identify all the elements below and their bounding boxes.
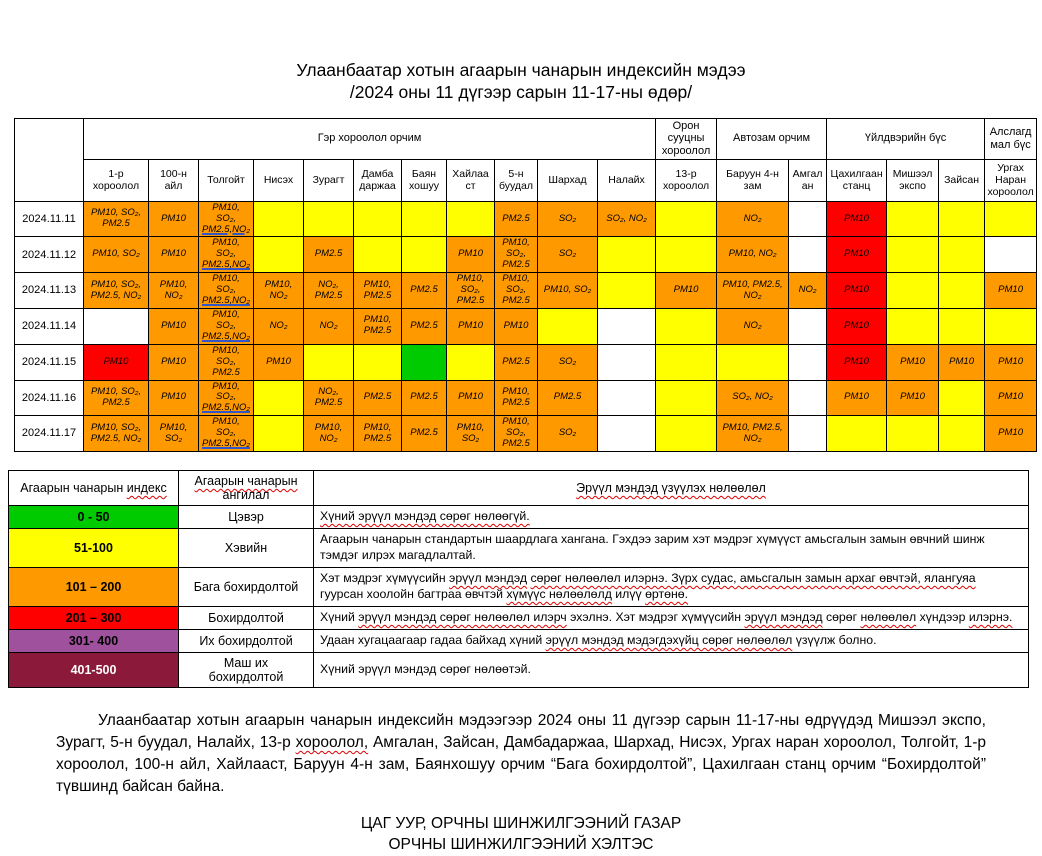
aqi-cell: PM10 <box>149 201 199 237</box>
grammar-underlined-text: PM2.5,NO₂ <box>202 438 250 450</box>
aqi-cell: PM10 <box>447 308 495 344</box>
aqi-cell <box>939 237 985 273</box>
aqi-cell: PM2.5 <box>402 380 447 416</box>
aqi-cell <box>656 344 717 380</box>
aqi-cell <box>402 237 447 273</box>
aqi-cell <box>447 201 495 237</box>
row-date: 2024.11.13 <box>15 273 84 309</box>
aqi-cell: PM10 <box>985 380 1037 416</box>
spellcheck-underlined-text: эрүүл мэндэд <box>744 609 823 624</box>
column-header: 1-р хороолол <box>84 159 149 201</box>
text-segment: Агаарын чанарын <box>20 481 127 496</box>
spellcheck-underlined-text: Хүний эрүүл мэндэд сөрөг нөлөөгүй. <box>320 509 530 524</box>
aqi-cell <box>254 201 304 237</box>
legend-table <box>8 470 1029 688</box>
aqi-cell: SO₂ <box>538 344 598 380</box>
aqi-cell: PM2.5 <box>538 380 598 416</box>
aqi-cell <box>887 308 939 344</box>
spellcheck-underlined-text: Эрүүл мэндэд үзүүлэх нөлөөлөл <box>576 481 766 496</box>
group-header: Орон сууцны хороолол <box>656 118 717 159</box>
aqi-cell: NO₂ <box>304 308 354 344</box>
aqi-cell <box>939 380 985 416</box>
aqi-cell: PM10 <box>827 237 887 273</box>
aqi-cell <box>598 344 656 380</box>
aqi-cell <box>254 416 304 452</box>
aqi-cell <box>939 273 985 309</box>
column-header: 5-н буудал <box>495 159 538 201</box>
table-row <box>15 201 1037 237</box>
row-date: 2024.11.17 <box>15 416 84 452</box>
column-header: Ургах Наран хороолол <box>985 159 1037 201</box>
aqi-cell: PM10 <box>254 344 304 380</box>
aqi-cell: PM10 <box>149 344 199 380</box>
aqi-cell: PM2.5 <box>304 237 354 273</box>
aqi-cell <box>254 237 304 273</box>
group-header: Автозам орчим <box>717 118 827 159</box>
aqi-cell <box>789 237 827 273</box>
text-segment: үзүүлж болно. <box>792 632 877 647</box>
corner-cell <box>15 118 84 201</box>
legend-description <box>314 606 1029 629</box>
aqi-cell: PM2.5 <box>402 308 447 344</box>
legend-table-head <box>9 471 1029 506</box>
aqi-cell <box>84 308 149 344</box>
row-date: 2024.11.15 <box>15 344 84 380</box>
text-segment: эхэлнэ. Хэт мэдрэг хүмүүсийн <box>566 609 745 624</box>
aqi-cell <box>402 344 447 380</box>
table-row <box>15 344 1037 380</box>
legend-header-cell <box>314 471 1029 506</box>
page-title: Улаанбаатар хотын агаарын чанарын индексийн мэдээ <box>296 60 746 80</box>
spellcheck-underlined-text: эрүүл мэндэд мэдэгдэхүйц сөрөг нөлөөлөл <box>545 632 793 647</box>
aqi-cell <box>789 380 827 416</box>
aqi-cell <box>939 308 985 344</box>
aqi-cell <box>402 201 447 237</box>
text-segment: хүндээр <box>916 609 969 624</box>
legend-range: 401-500 <box>9 652 179 687</box>
legend-row <box>9 629 1029 652</box>
column-header: 13-р хороолол <box>656 159 717 201</box>
spellcheck-underlined-text: хороолол, <box>295 733 369 751</box>
column-header: Налайх <box>598 159 656 201</box>
aqi-cell: PM10 <box>495 308 538 344</box>
aqi-cell: PM10, PM2.5 <box>495 380 538 416</box>
aqi-cell <box>887 273 939 309</box>
aqi-cell: PM2.5 <box>402 273 447 309</box>
aqi-cell <box>598 308 656 344</box>
aqi-table <box>14 118 1037 452</box>
aqi-cell <box>598 416 656 452</box>
row-date: 2024.11.11 <box>15 201 84 237</box>
aqi-cell: PM10, NO₂ <box>304 416 354 452</box>
spellcheck-underlined-text: эрүүл мэндэд <box>449 570 528 585</box>
aqi-cell: PM2.5 <box>495 201 538 237</box>
aqi-cell: PM10, SO₂, PM2.5,NO₂ <box>199 237 254 273</box>
column-header: Нисэх <box>254 159 304 201</box>
spellcheck-underlined-text: өртөнө. <box>645 586 688 601</box>
text-segment: сөрөг <box>822 609 861 624</box>
grammar-underlined-text: PM2.5,NO₂ <box>202 259 250 271</box>
aqi-cell <box>354 201 402 237</box>
aqi-cell: PM10, SO₂, PM2.5,NO₂ <box>199 380 254 416</box>
spellcheck-underlined-text: сөрөг нөлөөлөл илэрнэ. Зүрх судас, амьсгалын замын архаг өвчтэй, ялангуяа <box>530 570 976 585</box>
aqi-cell: PM10, NO₂ <box>254 273 304 309</box>
footer-org-line2: ОРЧНЫ ШИНЖИЛГЭЭНИЙ ХЭЛТЭС <box>388 835 654 853</box>
aqi-cell: PM10 <box>887 380 939 416</box>
legend-category: Цэвэр <box>179 506 314 529</box>
aqi-cell: PM10, SO₂, PM2.5 <box>84 380 149 416</box>
aqi-cell: PM10 <box>84 344 149 380</box>
legend-description <box>314 529 1029 568</box>
table-row <box>15 273 1037 309</box>
text-segment: Улаанбаатар хотын агаарын чанарын индексийн мэдээгээр 2024 оны 11 дүгээр сарын 11-17-ны өдрүүдэд Мишээл экспо, Зурагт, 5-н буудал, Налайх, 13-р <box>56 711 986 751</box>
aqi-cell: PM10, SO₂, PM2.5,NO₂ <box>199 273 254 309</box>
legend-row <box>9 506 1029 529</box>
spellcheck-underlined-text: илэрнэ. <box>968 609 1013 624</box>
aqi-cell <box>354 237 402 273</box>
aqi-cell: PM10, PM2.5, NO₂ <box>717 416 789 452</box>
footer-block <box>0 814 1042 856</box>
aqi-cell: PM10 <box>827 344 887 380</box>
aqi-cell: PM10, SO₂ <box>149 416 199 452</box>
aqi-cell <box>887 416 939 452</box>
aqi-cell: PM10 <box>656 273 717 309</box>
table-row <box>15 380 1037 416</box>
aqi-cell <box>887 237 939 273</box>
aqi-cell <box>254 380 304 416</box>
aqi-cell: PM10, SO₂, PM2.5 <box>84 201 149 237</box>
column-header: Цахилгаан станц <box>827 159 887 201</box>
legend-description <box>314 629 1029 652</box>
table-row <box>15 237 1037 273</box>
legend-header-cell <box>9 471 179 506</box>
grammar-underlined-text: PM2.5,NO₂ <box>202 330 250 342</box>
aqi-cell: PM10 <box>985 273 1037 309</box>
aqi-table-body <box>15 201 1037 451</box>
aqi-cell: PM10, SO₂, PM2.5 <box>495 416 538 452</box>
aqi-cell: PM10 <box>827 308 887 344</box>
aqi-cell <box>304 344 354 380</box>
legend-category: Бохирдолтой <box>179 606 314 629</box>
aqi-cell: PM2.5 <box>495 344 538 380</box>
legend-range: 101 – 200 <box>9 567 179 606</box>
column-header: Хайлаа ст <box>447 159 495 201</box>
aqi-cell: PM10 <box>447 237 495 273</box>
text-segment: илүү <box>611 586 646 601</box>
aqi-cell: NO₂, PM2.5 <box>304 273 354 309</box>
column-header: 100-н айл <box>149 159 199 201</box>
column-header: Баян хошуу <box>402 159 447 201</box>
aqi-cell: PM10, SO₂, PM2.5,NO₂ <box>199 416 254 452</box>
row-date: 2024.11.16 <box>15 380 84 416</box>
aqi-cell <box>985 308 1037 344</box>
column-header: Шархад <box>538 159 598 201</box>
grammar-underlined-text: PM2.5,NO₂ <box>202 223 250 235</box>
legend-row <box>9 529 1029 568</box>
aqi-cell: PM10, PM2.5 <box>354 308 402 344</box>
aqi-cell <box>827 416 887 452</box>
legend-description <box>314 652 1029 687</box>
aqi-cell: PM10 <box>985 416 1037 452</box>
column-header: Зайсан <box>939 159 985 201</box>
aqi-cell <box>354 344 402 380</box>
text-segment: Агаарын чанарын стандартын шаардлага хангана. Гэхдээ зарим хэт мэдрэг хүмүүст амьсгалын замын өвчний шинж тэмдэг илрэх магадлалтай. <box>320 532 985 562</box>
text-segment: Хүний <box>320 609 359 624</box>
aqi-cell <box>717 344 789 380</box>
group-header: Үйлдвэрийн бүс <box>827 118 985 159</box>
text-segment: Удаан хугацаагаар гадаа байхад хүний <box>320 632 546 647</box>
aqi-cell: SO₂ <box>538 416 598 452</box>
aqi-cell: PM10 <box>149 237 199 273</box>
legend-description <box>314 567 1029 606</box>
aqi-cell: SO₂, NO₂ <box>717 380 789 416</box>
table-row <box>15 308 1037 344</box>
aqi-cell <box>447 344 495 380</box>
title-block <box>0 60 1042 104</box>
aqi-cell <box>598 237 656 273</box>
aqi-cell <box>939 201 985 237</box>
legend-category: Хэвийн <box>179 529 314 568</box>
legend-range: 51-100 <box>9 529 179 568</box>
aqi-cell: SO₂ <box>538 237 598 273</box>
aqi-cell: PM10, SO₂, PM2.5,NO₂ <box>199 308 254 344</box>
legend-description <box>314 506 1029 529</box>
aqi-cell: SO₂ <box>538 201 598 237</box>
aqi-cell <box>656 380 717 416</box>
aqi-cell: NO₂ <box>717 201 789 237</box>
legend-category: Бага бохирдолтой <box>179 567 314 606</box>
aqi-cell: PM10 <box>827 273 887 309</box>
legend-range: 0 - 50 <box>9 506 179 529</box>
aqi-cell: PM10 <box>149 380 199 416</box>
aqi-cell <box>985 237 1037 273</box>
aqi-cell: PM10 <box>985 344 1037 380</box>
legend-table-body <box>9 506 1029 688</box>
aqi-cell: PM10, SO₂, PM2.5 <box>447 273 495 309</box>
page-subtitle: /2024 оны 11 дүгээр сарын 11-17-ны өдөр/ <box>349 81 693 102</box>
aqi-cell <box>304 201 354 237</box>
legend-category: Их бохирдолтой <box>179 629 314 652</box>
text-segment: гуурсан хоолойн багтраа өвчтэй <box>320 586 507 601</box>
legend-range: 301- 400 <box>9 629 179 652</box>
aqi-cell: PM10, SO₂, PM2.5 <box>199 344 254 380</box>
aqi-cell: PM10, SO₂, PM2.5 <box>495 237 538 273</box>
aqi-cell: PM10, SO₂, PM2.5, NO₂ <box>84 273 149 309</box>
aqi-cell: PM10, SO₂, PM2.5 <box>495 273 538 309</box>
aqi-cell: PM2.5 <box>402 416 447 452</box>
legend-header-cell <box>179 471 314 506</box>
row-date: 2024.11.12 <box>15 237 84 273</box>
aqi-cell: PM10, PM2.5, NO₂ <box>717 273 789 309</box>
spellcheck-underlined-text: нөлөөлөл <box>860 609 917 624</box>
aqi-cell: SO₂, NO₂ <box>598 201 656 237</box>
aqi-cell <box>789 344 827 380</box>
column-header: Мишээл экспо <box>887 159 939 201</box>
column-header-row <box>15 159 1037 201</box>
aqi-cell: PM10 <box>149 308 199 344</box>
aqi-cell <box>656 416 717 452</box>
aqi-cell: PM10 <box>887 344 939 380</box>
aqi-cell <box>985 201 1037 237</box>
group-header: Алслагдмал бүс <box>985 118 1037 159</box>
column-header: Баруун 4-н зам <box>717 159 789 201</box>
legend-category: Маш их бохирдолтой <box>179 652 314 687</box>
aqi-cell: PM10, SO₂ <box>538 273 598 309</box>
aqi-cell: PM10, NO₂ <box>149 273 199 309</box>
aqi-cell <box>656 308 717 344</box>
spellcheck-underlined-text: Агаарын чанарын <box>194 474 298 489</box>
text-segment: Амгалан, Зайсан, Дамбадаржаа, Шархад, Нисэх, Ургах наран хороолол, Толгойт, 1-р хороолол, 100-н айл, Хайлааст, Баруун 4-н зам, Баянхошуу орчим “Бага бохирдолтой”, Цахилгаан станц орчим “Бохирдолтой” түвшинд байсан байна. <box>56 733 986 795</box>
aqi-cell: PM10, PM2.5 <box>354 273 402 309</box>
aqi-cell: NO₂ <box>789 273 827 309</box>
column-header: Толгойт <box>199 159 254 201</box>
aqi-cell: PM10 <box>447 380 495 416</box>
row-date: 2024.11.14 <box>15 308 84 344</box>
aqi-cell: NO₂ <box>717 308 789 344</box>
aqi-cell <box>939 416 985 452</box>
aqi-cell <box>789 308 827 344</box>
aqi-cell <box>789 416 827 452</box>
aqi-cell: PM10, SO₂ <box>84 237 149 273</box>
aqi-cell <box>656 237 717 273</box>
group-header: Гэр хороолол орчим <box>84 118 656 159</box>
legend-row <box>9 567 1029 606</box>
text-segment: Хэт мэдрэг хүмүүсийн <box>320 570 450 585</box>
legend-header-row <box>9 471 1029 506</box>
column-header: Дамба даржаа <box>354 159 402 201</box>
grammar-underlined-text: PM2.5,NO₂ <box>202 402 250 414</box>
spellcheck-underlined-text: хүмүүс нөлөөлөлд <box>506 586 612 601</box>
aqi-cell: PM10 <box>827 380 887 416</box>
legend-row <box>9 606 1029 629</box>
column-header: Зурагт <box>304 159 354 201</box>
spellcheck-underlined-text: индекс <box>126 481 167 496</box>
aqi-cell <box>656 201 717 237</box>
legend-row <box>9 652 1029 687</box>
table-row <box>15 416 1037 452</box>
legend-range: 201 – 300 <box>9 606 179 629</box>
aqi-cell: PM10 <box>827 201 887 237</box>
grammar-underlined-text: PM2.5,NO₂ <box>202 295 250 307</box>
group-header-row <box>15 118 1037 159</box>
text-segment: ангилал <box>222 488 270 503</box>
aqi-cell <box>538 308 598 344</box>
aqi-cell <box>789 201 827 237</box>
aqi-cell: NO₂ <box>254 308 304 344</box>
spellcheck-underlined-text: эрүүл мэндэд сөрөг нөлөөлөл илэрч <box>358 609 567 624</box>
summary-paragraph <box>56 710 986 798</box>
aqi-cell: NO₂, PM2.5 <box>304 380 354 416</box>
aqi-cell: PM10, SO₂ <box>447 416 495 452</box>
column-header: Амгалан <box>789 159 827 201</box>
aqi-cell: PM10 <box>939 344 985 380</box>
aqi-cell: PM2.5 <box>354 380 402 416</box>
aqi-cell: PM10, SO₂, PM2.5,NO₂ <box>199 201 254 237</box>
text-segment: Хүний эрүүл мэндэд сөрөг нөлөөтэй. <box>320 661 531 676</box>
aqi-cell: PM10, SO₂, PM2.5, NO₂ <box>84 416 149 452</box>
aqi-table-head <box>15 118 1037 201</box>
aqi-cell <box>598 273 656 309</box>
aqi-cell <box>598 380 656 416</box>
aqi-cell <box>887 201 939 237</box>
footer-org-line1: ЦАГ УУР, ОРЧНЫ ШИНЖИЛГЭЭНИЙ ГАЗАР <box>360 814 682 832</box>
aqi-cell: PM10, NO₂ <box>717 237 789 273</box>
aqi-cell: PM10, PM2.5 <box>354 416 402 452</box>
